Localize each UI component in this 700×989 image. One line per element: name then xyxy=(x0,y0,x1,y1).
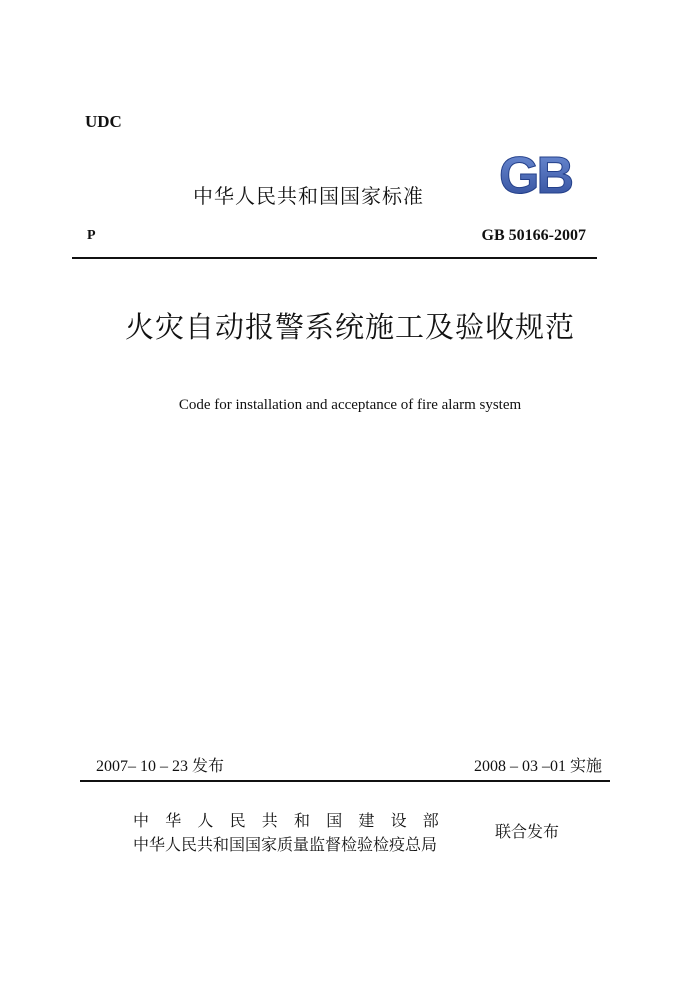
national-standard-heading: 中华人民共和国国家标准 xyxy=(193,184,424,208)
gb-logo xyxy=(484,148,586,198)
implementation-date: 2008 – 03 –01 实施 xyxy=(473,758,602,775)
page-title: 火灾自动报警系统施工及验收规范 xyxy=(124,310,575,344)
udc-label: UDC xyxy=(85,112,122,131)
publisher-ministry: 中华人民共和国建设部 xyxy=(133,811,456,830)
svg-text:GB: GB xyxy=(499,148,571,198)
publisher-aqsiq: 中华人民共和国国家质量监督检验检疫总局 xyxy=(133,835,438,854)
standard-number: GB 50166-2007 xyxy=(481,227,586,244)
divider xyxy=(80,780,610,782)
issue-date: 2007– 10 – 23 发布 xyxy=(96,758,225,775)
page-subtitle: Code for installation and acceptance of fire alarm system xyxy=(178,397,522,413)
category-label: P xyxy=(87,228,96,243)
joint-issue-label: 联合发布 xyxy=(495,822,560,841)
divider xyxy=(72,257,597,259)
